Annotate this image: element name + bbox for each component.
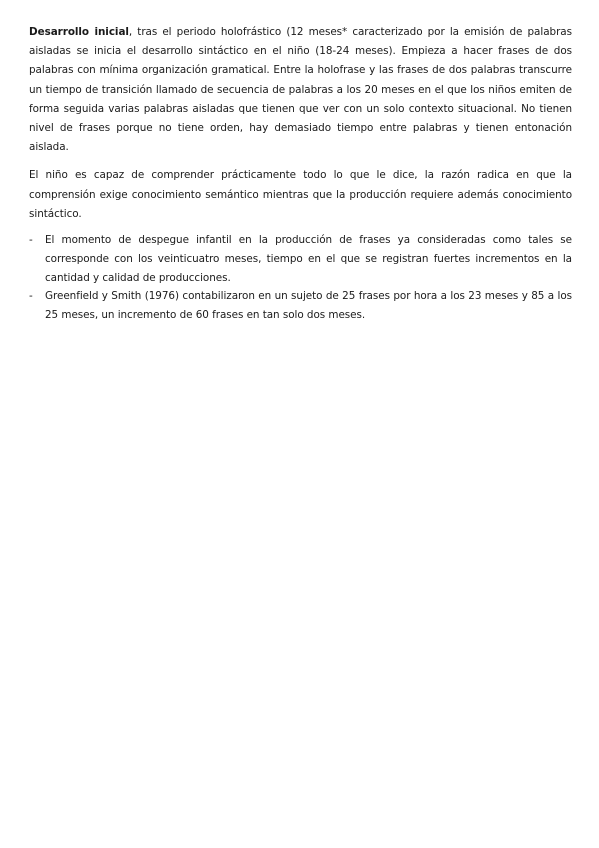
bullet-marker: - xyxy=(29,234,33,247)
paragraph-lead-term: Desarrollo inicial xyxy=(29,26,129,38)
bullet-text: Greenfield y Smith (1976) contabilizaron en un sujeto de 25 frases por hora a los 23 meses y 85 a los 25 meses, un incremento de 60 frases en tan solo dos meses. xyxy=(45,290,572,322)
paragraph-desarrollo-inicial xyxy=(29,23,572,157)
list-item xyxy=(29,231,572,287)
bullet-text: El momento de despegue infantil en la producción de frases ya consideradas como tales se corresponde con los veinticuatro meses, tiempo en el que se registran fuertes incrementos en la cantidad y calidad de producciones. xyxy=(45,234,572,284)
bullet-list xyxy=(29,231,572,325)
document-page xyxy=(29,23,572,325)
paragraph-comprension: El niño es capaz de comprender prácticamente todo lo que le dice, la razón radica en que la comprensión exige conocimiento semántico mientras que la producción requiere además conocimiento sintáctico. xyxy=(29,169,572,220)
paragraph-body-text: , tras el periodo holofrástico (12 meses* caracterizado por la emisión de palabras aisladas se inicia el desarrollo sintáctico en el niño (18-24 meses). Empieza a hacer frases de dos palabras con mínima organización gramatical. Entre la holofrase y las frases de dos palabras transcurre un tiempo de transición llamado de secuencia de palabras a los 20 meses en el que los niños emiten de forma seguida varias palabras aisladas que tienen que ver con un solo contexto situacional. No tienen nivel de frases porque no tiene orden, hay demasiado tiempo entre palabras y tienen entonación aislada. xyxy=(29,26,572,154)
list-item xyxy=(29,287,572,325)
bullet-marker: - xyxy=(29,290,33,303)
